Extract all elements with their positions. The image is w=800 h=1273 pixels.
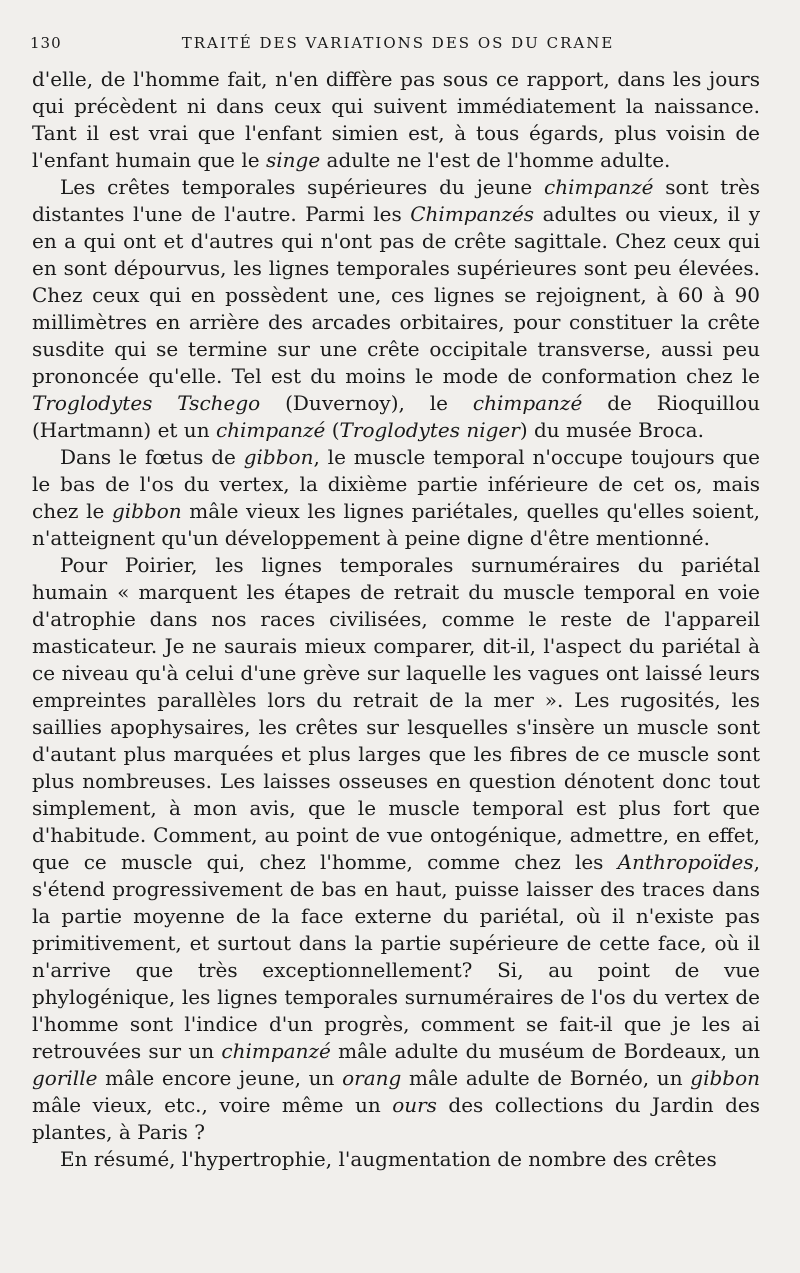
italic-term: gibbon <box>243 445 314 469</box>
italic-term: gibbon <box>111 499 182 523</box>
text-run: mâle encore jeune, un <box>97 1066 343 1090</box>
paragraph-5 <box>32 1146 760 1173</box>
paragraph-4 <box>32 552 760 1146</box>
body-text <box>32 66 760 1173</box>
text-run: mâle adulte de Bornéo, un <box>401 1066 691 1090</box>
text-run: adultes ou vieux, il y en a qui ont et d'autres qui n'ont pas de crête sagittale. Chez ceux qui en sont dépourvus, les lignes temporales supérieures sont peu élevées. Chez ceux qui en possèdent une, ces lignes se rejoignent, à 60 à 90 millimètres en arrière des arcades orbitaires, pour constituer la crête susdite qui se termine sur une crête occipitale transverse, aussi peu prononcée qu'elle. Tel est du moins le mode de conformation chez le <box>32 202 760 388</box>
page-number: 130 <box>30 34 62 52</box>
italic-term: chimpanzé <box>544 175 654 199</box>
italic-term: gorille <box>32 1066 98 1090</box>
text-run: Les crêtes temporales supérieures du jeune <box>60 175 545 199</box>
italic-term: chimpanzé <box>472 391 583 415</box>
italic-term: singe <box>265 148 321 172</box>
text-run: Dans le fœtus de <box>60 445 244 469</box>
italic-term: gibbon <box>690 1066 760 1090</box>
text-run: sont très distantes l'une de l'autre. Parmi les <box>32 175 760 226</box>
text-run: de Rioquillou (Hartmann) et un <box>32 391 760 442</box>
paragraph-2 <box>32 174 760 444</box>
text-run: mâle adulte du muséum de Bordeaux, un <box>330 1039 760 1063</box>
italic-term: Troglodytes niger <box>339 418 520 442</box>
text-run: En résumé, l'hypertrophie, l'augmentation de nombre des crêtes <box>60 1147 717 1171</box>
text-run: ( <box>325 418 340 442</box>
italic-term: Troglodytes Tschego <box>32 391 261 415</box>
text-run: d'elle, de l'homme fait, n'en diffère pas sous ce rapport, dans les jours qui précèdent ni dans ceux qui suivent immédiatement la naissance. Tant il est vrai que l'enfant simien est, à tous égards, plus voisin de l'enfant humain que le <box>32 67 760 172</box>
italic-term: chimpanzé <box>221 1039 331 1063</box>
text-run: mâle vieux les lignes pariétales, quelles qu'elles soient, n'atteignent qu'un développement à peine digne d'être mentionné. <box>32 499 760 550</box>
text-run: adulte ne l'est de l'homme adulte. <box>320 148 671 172</box>
paragraph-1 <box>32 66 760 174</box>
italic-term: ours <box>392 1093 437 1117</box>
italic-term: Anthropoïdes <box>617 850 754 874</box>
text-run: (Duvernoy), le <box>260 391 473 415</box>
italic-term: Chimpanzés <box>410 202 535 226</box>
italic-term: orang <box>342 1066 402 1090</box>
paragraph-3 <box>32 444 760 552</box>
page-header <box>30 34 766 56</box>
italic-term: chimpanzé <box>215 418 326 442</box>
text-run: mâle vieux, etc., voire même un <box>32 1093 393 1117</box>
text-run: , s'étend progressivement de bas en haut, puisse laisser des traces dans la partie moyenne de la face externe du pariétal, où il n'existe pas primitivement, et surtout dans la partie supérieure de cette face, où il n'arrive que très exceptionnellement? Si, au point de vue phylogénique, les lignes temporales surnuméraires de l'os du vertex de l'homme sont l'indice d'un progrès, comment se fait-il que je les ai retrouvées sur un <box>32 850 760 1063</box>
text-run: Pour Poirier, les lignes temporales surnuméraires du pariétal humain « marquent les étapes de retrait du muscle temporal en voie d'atrophie dans nos races civilisées, comme le reste de l'appareil masticateur. Je ne saurais mieux comparer, dit-il, l'aspect du pariétal à ce niveau qu'à celui d'une grève sur laquelle les vagues ont laissé leurs empreintes parallèles lors du retrait de la mer ». Les rugosités, les saillies apophysaires, les crêtes sur lesquelles s'insère un muscle sont d'autant plus marquées et plus larges que les fibres de ce muscle sont plus nombreuses. Les laisses osseuses en question dénotent donc tout simplement, à mon avis, que le muscle temporal est plus fort que d'habitude. Comment, au point de vue ontogénique, admettre, en effet, que ce muscle qui, chez l'homme, comme chez les <box>32 553 760 874</box>
running-title: TRAITÉ DES VARIATIONS DES OS DU CRANE <box>181 34 615 52</box>
text-run: , le muscle temporal n'occupe toujours que le bas de l'os du vertex, la dixième partie inférieure de cet os, mais chez le <box>32 445 761 523</box>
text-run: des collections du Jardin des plantes, à Paris ? <box>32 1093 760 1144</box>
text-run: ) du musée Broca. <box>519 418 704 442</box>
